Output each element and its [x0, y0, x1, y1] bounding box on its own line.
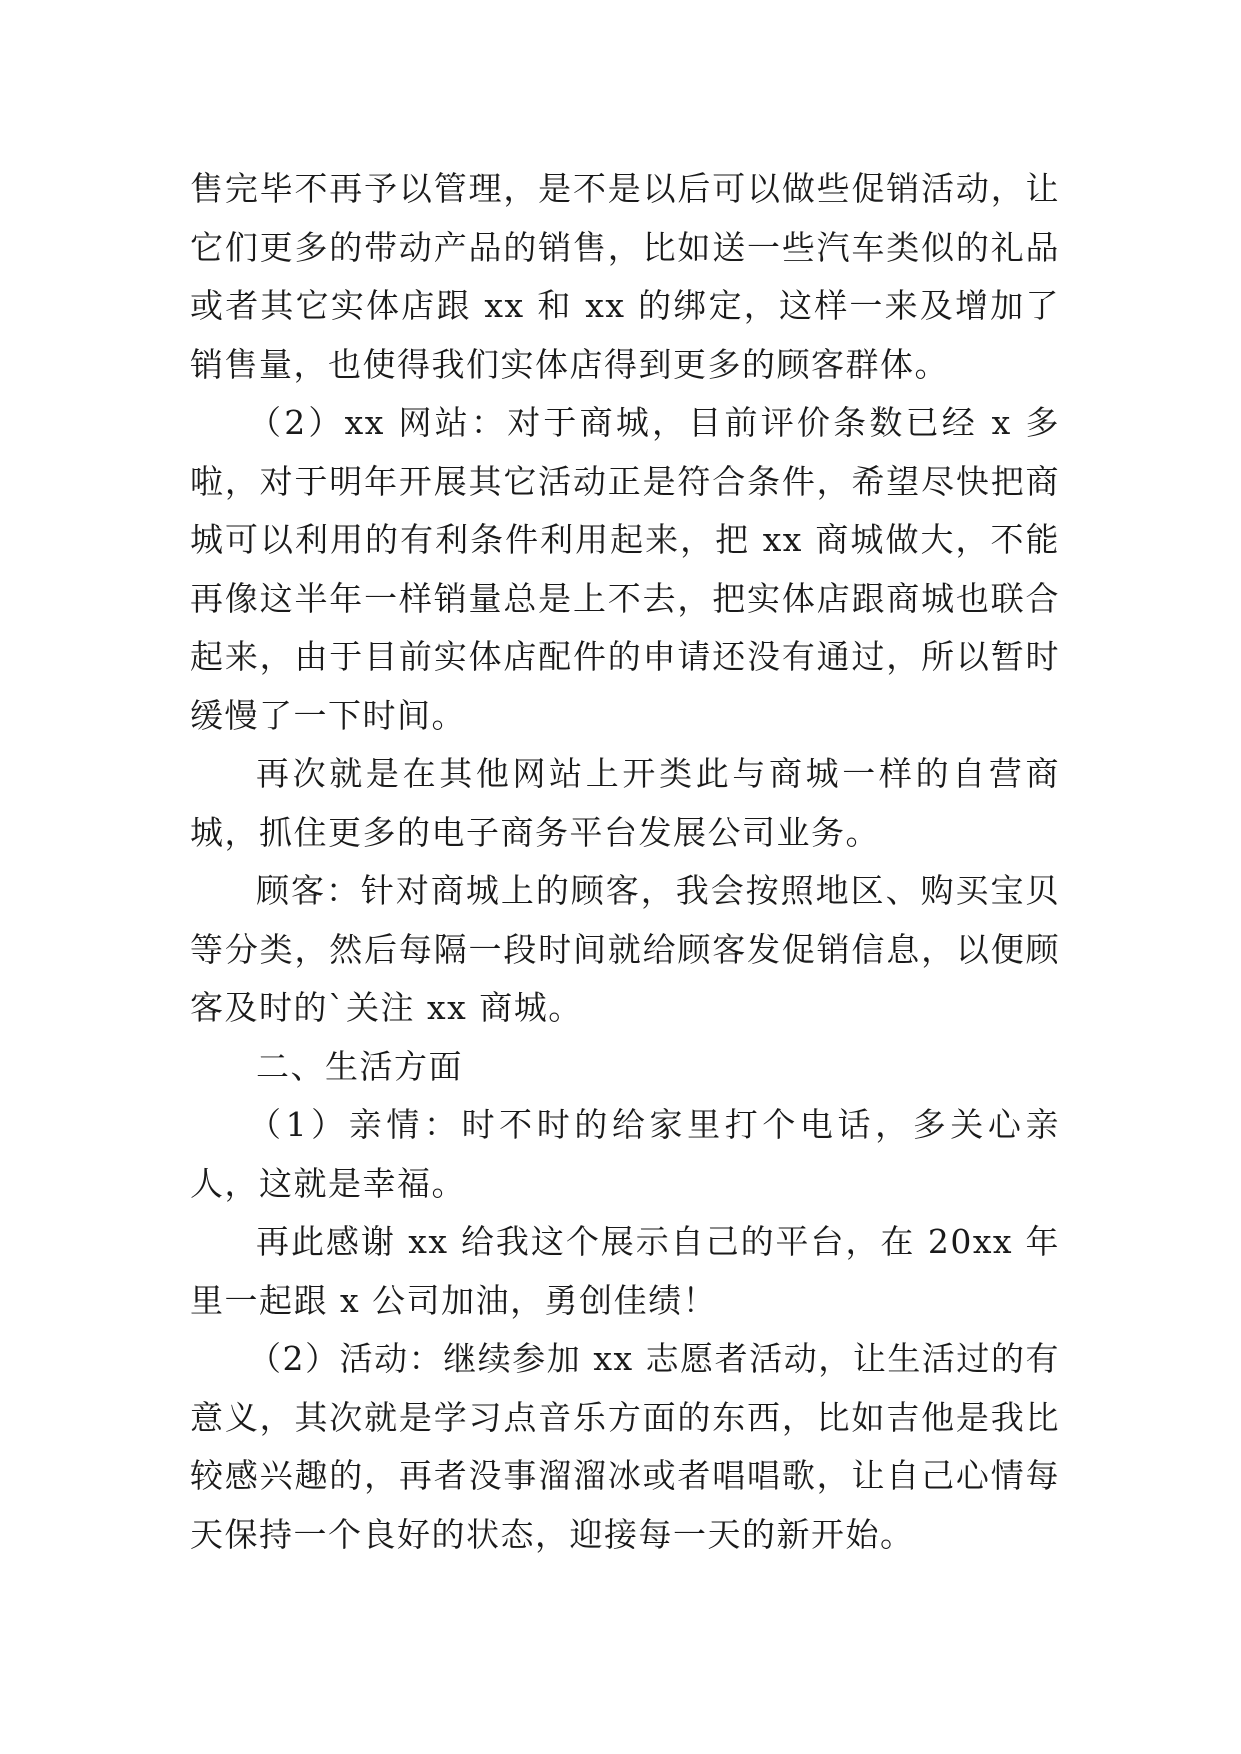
paragraph-customers: 顾客：针对商城上的顾客，我会按照地区、购买宝贝等分类，然后每隔一段时间就给顾客发促销信息，以便顾客及时的`关注 xx 商城。: [190, 871, 1060, 1027]
paragraph-thanks: 再此感谢 xx 给我这个展示自己的平台，在 20xx 年里一起跟 x 公司加油，勇创佳绩！: [190, 1222, 1060, 1320]
section-heading-life: 二、生活方面: [256, 1046, 463, 1086]
paragraph-continuation: 售完毕不再予以管理，是不是以后可以做些促销活动，让它们更多的带动产品的销售，比如送一些汽车类似的礼品或者其它实体店跟 xx 和 xx 的绑定，这样一来及增加了销售量，也使得我们实体店得到更多的顾客群体。: [190, 169, 1060, 384]
paragraph-website: （2）xx 网站：对于商城，目前评价条数已经 x 多啦，对于明年开展其它活动正是符合条件，希望尽快把商城可以利用的有利条件利用起来，把 xx 商城做大，不能再像这半年一样销量总是上不去，把实体店跟商城也联合起来，由于目前实体店配件的申请还没有通过，所以暂时缓慢了一下时间。: [190, 403, 1060, 735]
document-body: [190, 160, 1060, 1564]
paragraph-other-sites: 再次就是在其他网站上开类此与商城一样的自营商城，抓住更多的电子商务平台发展公司业务。: [190, 754, 1060, 852]
paragraph-activities: （2）活动：继续参加 xx 志愿者活动，让生活过的有意义，其次就是学习点音乐方面的东西，比如吉他是我比较感兴趣的，再者没事溜溜冰或者唱唱歌，让自己心情每天保持一个良好的状态，迎接每一天的新开始。: [190, 1339, 1060, 1554]
paragraph-family: （1）亲情：时不时的给家里打个电话，多关心亲人，这就是幸福。: [190, 1105, 1060, 1203]
